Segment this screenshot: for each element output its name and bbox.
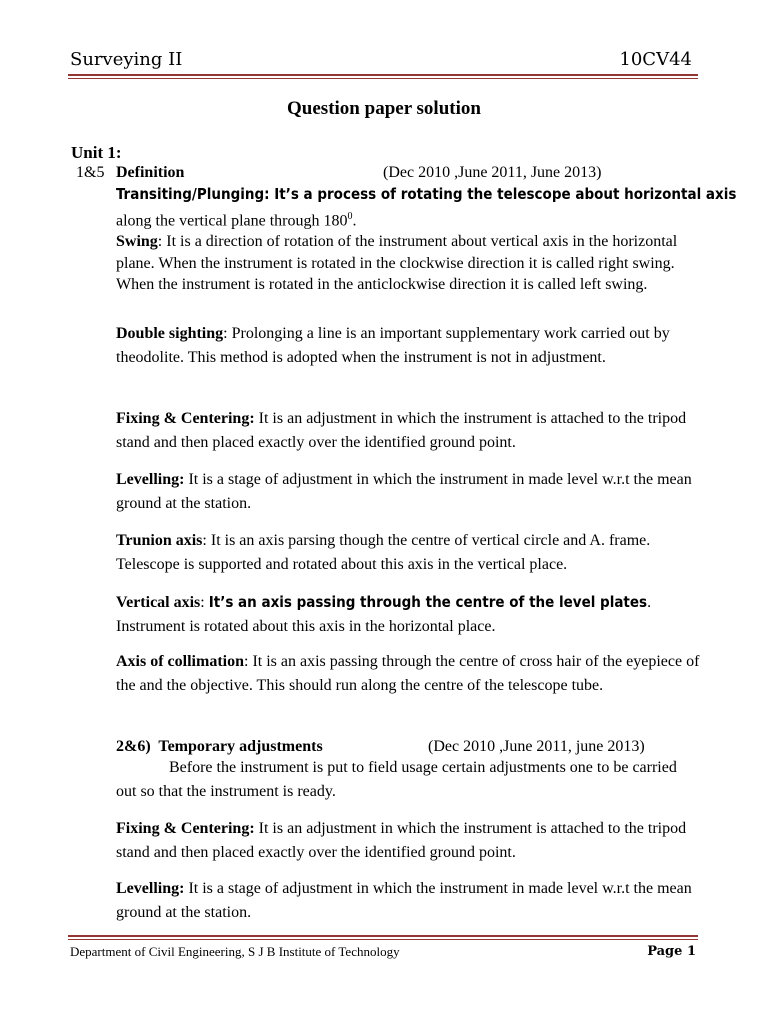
definition-term: Trunion axis [116, 532, 203, 549]
definition-separator: : [223, 325, 232, 342]
definition-text: Prolonging a line is an important supplementary work carried out by theodolite. This method is adopted when the instrument is not in adjustment. [116, 325, 670, 366]
definition-transiting [116, 183, 737, 232]
definition-text: It is a direction of rotation of the instrument about vertical axis in the horizontal plane. When the instrument is rotated in the clockwise direction it is called right swing. When the instrument is rotated in the anticlockwise direction it is called left swing. [116, 233, 678, 293]
definition-term: Axis of collimation [116, 653, 244, 670]
definition-term: Fixing & Centering: [116, 820, 255, 837]
definition-levelling [116, 468, 701, 516]
definition-text: It is a stage of adjustment in which the instrument in made level w.r.t the mean ground at the station. [116, 880, 692, 921]
definition-vertical-axis [116, 590, 701, 639]
definition-text-continued: Instrument is rotated about this axis in the horizontal place. [116, 618, 496, 635]
definition-trunion-axis [116, 529, 701, 577]
definition-fixing-centering [116, 407, 701, 454]
definition-double-sighting [116, 322, 701, 370]
footer-department: Department of Civil Engineering, S J B Institute of Technology [70, 944, 400, 959]
page-title: Question paper solution [287, 98, 481, 119]
exam-dates: (Dec 2010 ,June 2011, June 2013) [383, 164, 602, 181]
definition-text: It is an adjustment in which the instrument is attached to the tripod stand and then placed exactly over the identified ground point. [116, 820, 687, 861]
definition-text: It is an axis passing through the centre of cross hair of the eyepiece of the and the objective. This should run along the centre of the telescope tube. [116, 653, 700, 694]
definition-text: It is a stage of adjustment in which the instrument in made level w.r.t the mean ground at the station. [116, 471, 692, 512]
definition-text: It’s a process of rotating the telescope about horizontal axis [274, 185, 737, 203]
definition-term: Swing [116, 233, 158, 250]
definition-text: It’s an axis passing through the centre of the level plates [208, 593, 648, 611]
definition-swing [116, 231, 701, 296]
header-code: 10CV44 [619, 49, 692, 70]
definition-term: Fixing & Centering: [116, 410, 255, 427]
definition-levelling-2 [116, 877, 701, 925]
definition-axis-of-collimation [116, 650, 701, 698]
definition-separator: : [202, 532, 211, 549]
section-heading: Definition [116, 164, 185, 181]
definition-term: Vertical axis [116, 594, 201, 611]
definition-fixing-centering-2 [116, 817, 701, 865]
footer-divider-thin [68, 939, 698, 940]
definition-separator: : [200, 594, 209, 611]
superscript-degree: 0 [347, 211, 353, 222]
question-number: 1&5 [76, 164, 105, 181]
unit-heading: Unit 1: [71, 143, 122, 162]
header-divider [68, 74, 698, 76]
definition-end: . [352, 212, 357, 230]
section-intro: Before the instrument is put to field usage certain adjustments one to be carried out so that the instrument is ready. [116, 759, 677, 800]
definition-end: . [647, 594, 652, 611]
definition-term: Levelling: [116, 880, 185, 897]
section-heading: 2&6) Temporary adjustments [116, 738, 323, 755]
footer-divider [68, 935, 698, 937]
exam-dates: (Dec 2010 ,June 2011, june 2013) [428, 738, 645, 755]
definition-separator: : [244, 653, 253, 670]
definition-separator: : [157, 233, 167, 250]
definition-term: Transiting/Plunging [116, 185, 265, 203]
definition-text: It is an adjustment in which the instrument is attached to the tripod stand and then placed exactly over the identified ground point. [116, 410, 687, 451]
header-divider-thin [68, 78, 698, 79]
definition-term: Levelling: [116, 471, 185, 488]
page-number: Page 1 [647, 944, 696, 959]
header-subject: Surveying II [70, 49, 183, 70]
definition-separator: : [264, 185, 275, 203]
definition-term: Double sighting [116, 325, 224, 342]
definition-text: It is an axis parsing though the centre of vertical circle and A. frame. Telescope is supported and rotated about this axis in the vertical place. [116, 532, 651, 573]
definition-text-continued: along the vertical plane through 180 [116, 212, 348, 230]
